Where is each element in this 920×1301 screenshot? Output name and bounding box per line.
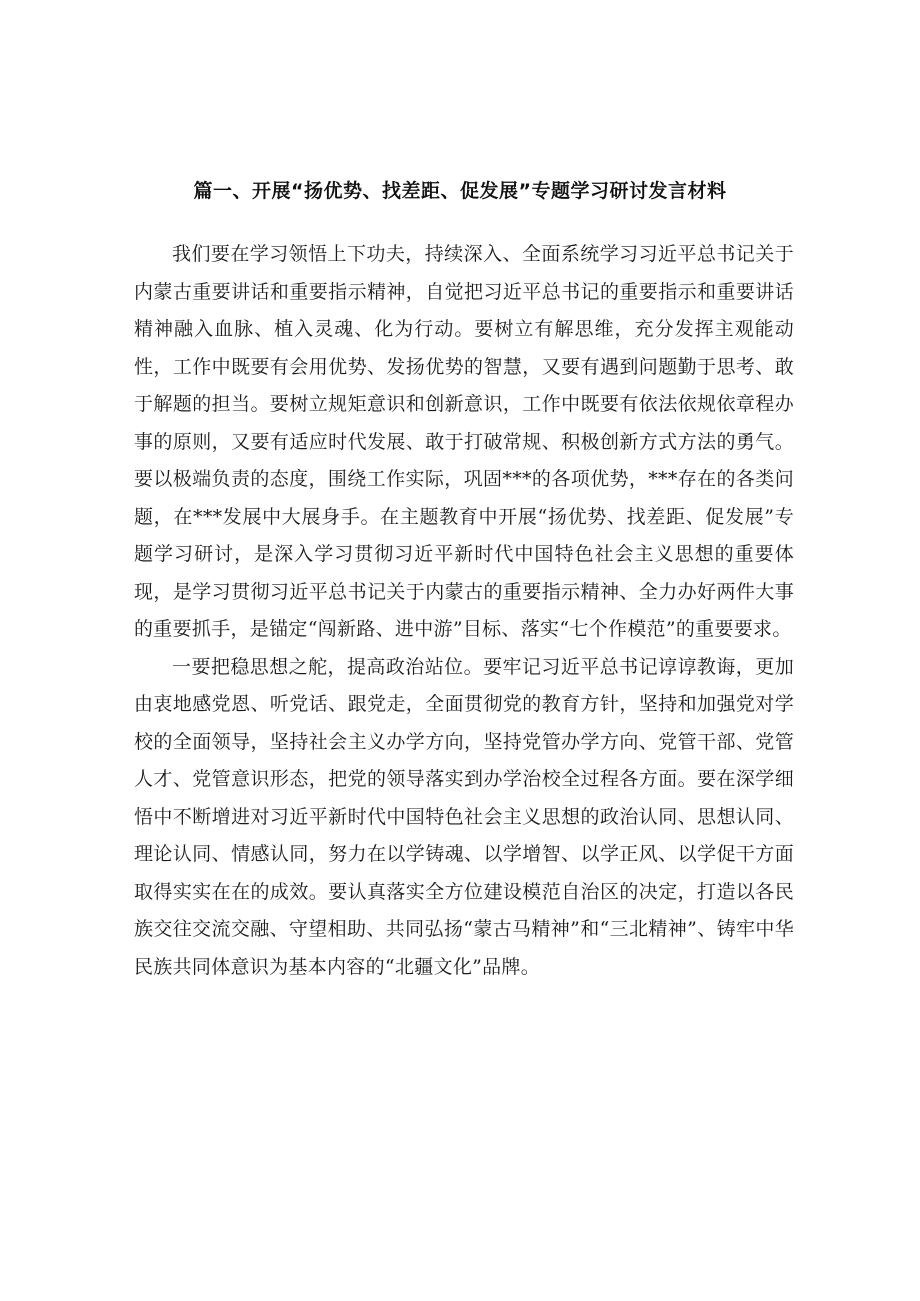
paragraph-intro: 我们要在学习领悟上下功夫，持续深入、全面系统学习习近平总书记关于内蒙古重要讲话和重要指示精神，自觉把习近平总书记的重要指示和重要讲话精神融入血脉、植入灵魂、化为行动。要树立有解思维，充分发挥主观能动性，工作中既要有会用优势、发扬优势的智慧，又要有遇到问题勤于思考、敢于解题的担当。要树立规矩意识和创新意识，工作中既要有依法依规依章程办事的原则，又要有适应时代发展、敢于打破常规、积极创新方式方法的勇气。要以极端负责的态度，围绕工作实际，巩固***的各项优势，***存在的各类问题，在***发展中大展身手。在主题教育中开展“扬优势、找差距、促发展”专题学习研讨，是深入学习贯彻习近平新时代中国特色社会主义思想的重要体现，是学习贯彻习近平总书记关于内蒙古的重要指示精神、全力办好两件大事的重要抓手，是锚定“闯新路、进中游”目标、落实“七个作模范”的重要要求。 xyxy=(134,243,794,640)
document-body xyxy=(134,236,794,986)
paragraph-point-one: 一要把稳思想之舵，提高政治站位。要牢记习近平总书记谆谆教诲，更加由衷地感党恩、听党话、跟党走，全面贯彻党的教育方针，坚持和加强党对学校的全面领导，坚持社会主义办学方向，坚持党管办学方向、党管干部、党管人才、党管意识形态，把党的领导落实到办学治校全过程各方面。要在深学细悟中不断增进对习近平新时代中国特色社会主义思想的政治认同、思想认同、理论认同、情感认同，努力在以学铸魂、以学增智、以学正风、以学促干方面取得实实在在的成效。要认真落实全方位建设模范自治区的决定，打造以各民族交往交流交融、守望相助、共同弘扬“蒙古马精神”和“三北精神”、铸牢中华民族共同体意识为基本内容的“北疆文化”品牌。 xyxy=(134,655,794,978)
document-title: 篇一、开展“扬优势、找差距、促发展”专题学习研讨发言材料 xyxy=(193,180,727,202)
